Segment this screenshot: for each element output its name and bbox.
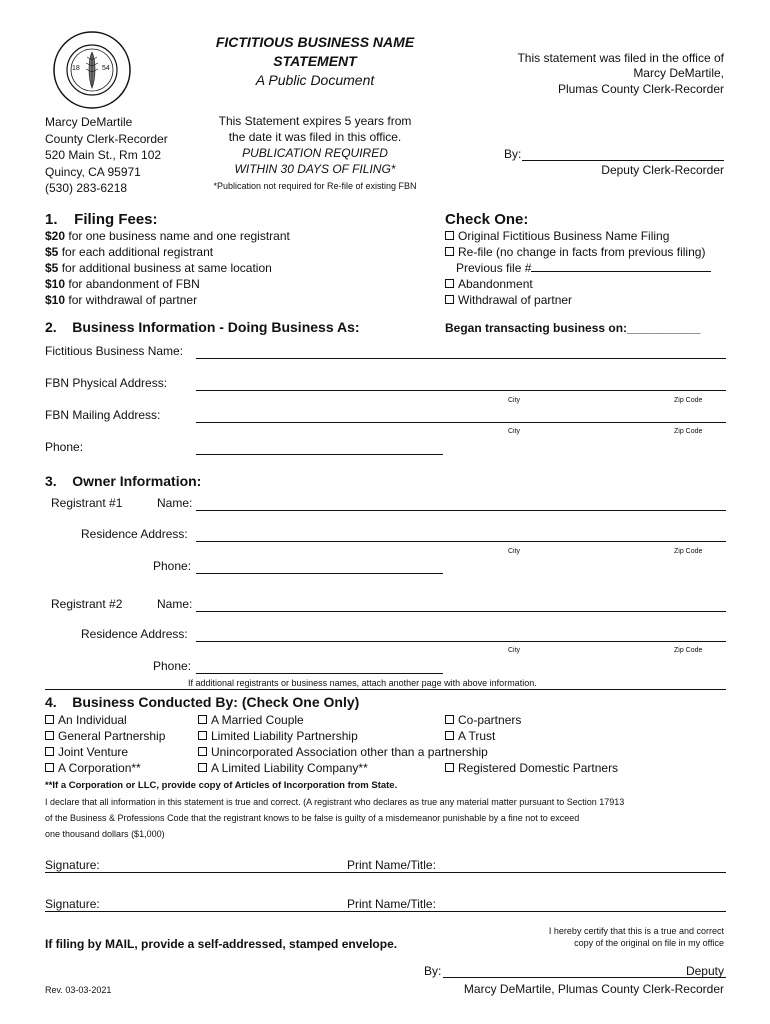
revision-date: Rev. 03-03-2021 bbox=[45, 985, 112, 995]
seal-year-right: 54 bbox=[102, 65, 110, 72]
phone-label: Phone: bbox=[45, 440, 84, 454]
option-abandonment: Abandonment bbox=[445, 276, 711, 292]
option-co-partners: Co-partners bbox=[445, 712, 618, 728]
expires-line2: the date it was filed in this office. bbox=[228, 130, 402, 144]
checkbox-refile[interactable] bbox=[445, 247, 454, 256]
registrant1-label: Registrant #1 bbox=[51, 496, 123, 510]
publication-note: *Publication not required for Re-file of existing FBN bbox=[213, 181, 417, 191]
filed-line1: This statement was filed in the office of bbox=[517, 51, 724, 65]
option-domestic-partners: Registered Domestic Partners bbox=[445, 760, 618, 776]
checkbox-original[interactable] bbox=[445, 231, 454, 240]
certify-line2: copy of the original on file in my office bbox=[574, 938, 724, 948]
signature2-line[interactable] bbox=[45, 911, 726, 912]
checkbox-llc[interactable] bbox=[198, 763, 207, 772]
filed-line3: Plumas County Clerk-Recorder bbox=[557, 82, 724, 96]
fees-list bbox=[45, 228, 290, 308]
address-line: County Clerk-Recorder bbox=[45, 131, 168, 146]
fee-item: $5 for additional business at same location bbox=[45, 261, 272, 275]
registrant2-label: Registrant #2 bbox=[51, 597, 123, 611]
option-general-partnership: General Partnership bbox=[45, 728, 165, 744]
mail-note: If filing by MAIL, provide a self-addressed, stamped envelope. bbox=[45, 937, 398, 951]
certify-line1: I hereby certify that this is a true and correct bbox=[548, 926, 724, 936]
option-married-couple: A Married Couple bbox=[198, 712, 488, 728]
zip-label: Zip Code bbox=[674, 428, 703, 435]
publication-line1: PUBLICATION REQUIRED bbox=[242, 146, 388, 160]
footer-clerk-name: Marcy DeMartile, Plumas County Clerk-Recorder bbox=[463, 982, 724, 996]
checkbox-co-partners[interactable] bbox=[445, 715, 454, 724]
owner-info-heading: 3. Owner Information: bbox=[45, 473, 202, 489]
previous-file-line[interactable] bbox=[531, 261, 711, 272]
registrant1-residence-line[interactable] bbox=[196, 541, 726, 542]
fee-item: $10 for withdrawal of partner bbox=[45, 293, 198, 307]
address-line: Quincy, CA 95971 bbox=[45, 164, 141, 179]
registrant2-name-line[interactable] bbox=[196, 611, 726, 612]
fbn-mailing-line[interactable] bbox=[196, 422, 726, 423]
checkbox-married-couple[interactable] bbox=[198, 715, 207, 724]
business-info-heading: 2. Business Information - Doing Business As: bbox=[45, 319, 360, 335]
registrant2-phone-label: Phone: bbox=[153, 659, 192, 673]
registrant1-name-label: Name: bbox=[157, 496, 193, 510]
checkbox-individual[interactable] bbox=[45, 715, 54, 724]
seal-year-left: 18 bbox=[72, 65, 80, 72]
previous-file: Previous file # bbox=[445, 260, 711, 276]
option-refile: Re-file (no change in facts from previous filing) bbox=[445, 244, 711, 260]
registrant2-residence-line[interactable] bbox=[196, 641, 726, 642]
checkbox-abandonment[interactable] bbox=[445, 279, 454, 288]
fbn-name-label: Fictitious Business Name: bbox=[45, 344, 184, 358]
print-name2-label: Print Name/Title: bbox=[347, 897, 436, 911]
deputy-clerk-label: Deputy Clerk-Recorder bbox=[601, 163, 724, 177]
county-seal bbox=[52, 30, 132, 110]
conducted-col1 bbox=[45, 712, 165, 776]
zip-label: Zip Code bbox=[674, 397, 703, 404]
checkbox-llp[interactable] bbox=[198, 731, 207, 740]
option-llp: Limited Liability Partnership bbox=[198, 728, 488, 744]
fbn-physical-line[interactable] bbox=[196, 390, 726, 391]
checkbox-withdrawal[interactable] bbox=[445, 295, 454, 304]
corporation-note: **If a Corporation or LLC, provide copy of Articles of Incorporation from State. bbox=[45, 780, 398, 791]
phone-line[interactable] bbox=[196, 454, 443, 455]
address-line: Marcy DeMartile bbox=[45, 115, 133, 129]
filing-fees-heading: 1. Filing Fees: bbox=[45, 211, 158, 228]
fbn-physical-label: FBN Physical Address: bbox=[45, 376, 168, 390]
zip-label: Zip Code bbox=[674, 548, 703, 555]
declaration-line2: of the Business & Professions Code that the registrant knows to be false is guilty of a misdemeanor punishable by a fine not to exceed bbox=[45, 813, 580, 823]
declaration-line1: I declare that all information in this statement is true and correct. (A registrant who declares as true any material matter pursuant to Section 17913 bbox=[45, 797, 625, 807]
option-original: Original Fictitious Business Name Filing bbox=[445, 228, 711, 244]
option-joint-venture: Joint Venture bbox=[45, 744, 165, 760]
checkbox-trust[interactable] bbox=[445, 731, 454, 740]
clerk-address bbox=[45, 114, 168, 197]
footer-deputy-line[interactable] bbox=[443, 977, 726, 978]
registrant1-residence-label: Residence Address: bbox=[81, 527, 188, 541]
checkbox-corporation[interactable] bbox=[45, 763, 54, 772]
began-business-field[interactable]: Began transacting business on:___________ bbox=[445, 321, 701, 335]
registrant2-name-label: Name: bbox=[157, 597, 193, 611]
registrant1-phone-label: Phone: bbox=[153, 559, 192, 573]
registrant1-name-line[interactable] bbox=[196, 510, 726, 511]
option-unincorporated: Unincorporated Association other than a partnership bbox=[198, 744, 488, 760]
checkbox-domestic-partners[interactable] bbox=[445, 763, 454, 772]
option-llc: A Limited Liability Company** bbox=[198, 760, 488, 776]
fee-item: $10 for abandonment of FBN bbox=[45, 277, 200, 291]
form-title-line2: STATEMENT bbox=[273, 53, 357, 69]
option-trust: A Trust bbox=[445, 728, 618, 744]
signature1-label: Signature: bbox=[45, 858, 100, 872]
business-conducted-heading: 4. Business Conducted By: (Check One Only) bbox=[45, 694, 360, 710]
print-name1-label: Print Name/Title: bbox=[347, 858, 436, 872]
address-line: (530) 283-6218 bbox=[45, 181, 128, 195]
expires-line1: This Statement expires 5 years from bbox=[218, 114, 412, 128]
footer-by-label: By: bbox=[424, 964, 442, 978]
by-label: By: bbox=[504, 147, 522, 161]
section-divider bbox=[45, 689, 726, 690]
checkbox-joint-venture[interactable] bbox=[45, 747, 54, 756]
registrant2-phone-line[interactable] bbox=[196, 673, 443, 674]
footer-deputy-label: Deputy bbox=[685, 964, 724, 978]
zip-label: Zip Code bbox=[674, 647, 703, 654]
city-label: City bbox=[508, 397, 521, 404]
check-one-list bbox=[445, 228, 711, 308]
registrant2-residence-label: Residence Address: bbox=[81, 627, 188, 641]
form-title-line1: FICTITIOUS BUSINESS NAME bbox=[215, 34, 415, 50]
fee-item: $20 for one business name and one registrant bbox=[45, 229, 290, 243]
form-subtitle: A Public Document bbox=[255, 72, 375, 88]
city-label: City bbox=[508, 548, 521, 555]
checkbox-unincorporated[interactable] bbox=[198, 747, 207, 756]
deputy-signature-line[interactable] bbox=[522, 160, 724, 161]
declaration-line3: one thousand dollars ($1,000) bbox=[45, 829, 165, 839]
registrant1-phone-line[interactable] bbox=[196, 573, 443, 574]
option-individual: An Individual bbox=[45, 712, 165, 728]
publication-line2: WITHIN 30 DAYS OF FILING* bbox=[234, 162, 396, 176]
conducted-col3 bbox=[445, 712, 618, 776]
option-corporation: A Corporation** bbox=[45, 760, 165, 776]
seal-graphic bbox=[52, 30, 132, 110]
fbn-name-line[interactable] bbox=[196, 358, 726, 359]
fee-item: $5 for each additional registrant bbox=[45, 245, 214, 259]
city-label: City bbox=[508, 428, 521, 435]
checkbox-general-partnership[interactable] bbox=[45, 731, 54, 740]
city-label: City bbox=[508, 647, 521, 654]
address-line: 520 Main St., Rm 102 bbox=[45, 148, 162, 162]
check-one-heading: Check One: bbox=[445, 211, 529, 228]
signature2-label: Signature: bbox=[45, 897, 100, 911]
signature1-line[interactable] bbox=[45, 872, 726, 873]
filed-line2: Marcy DeMartile, bbox=[633, 66, 724, 80]
fbn-mailing-label: FBN Mailing Address: bbox=[45, 408, 161, 422]
additional-registrants-note: If additional registrants or business names, attach another page with above information. bbox=[188, 678, 537, 688]
option-withdrawal: Withdrawal of partner bbox=[445, 292, 711, 308]
